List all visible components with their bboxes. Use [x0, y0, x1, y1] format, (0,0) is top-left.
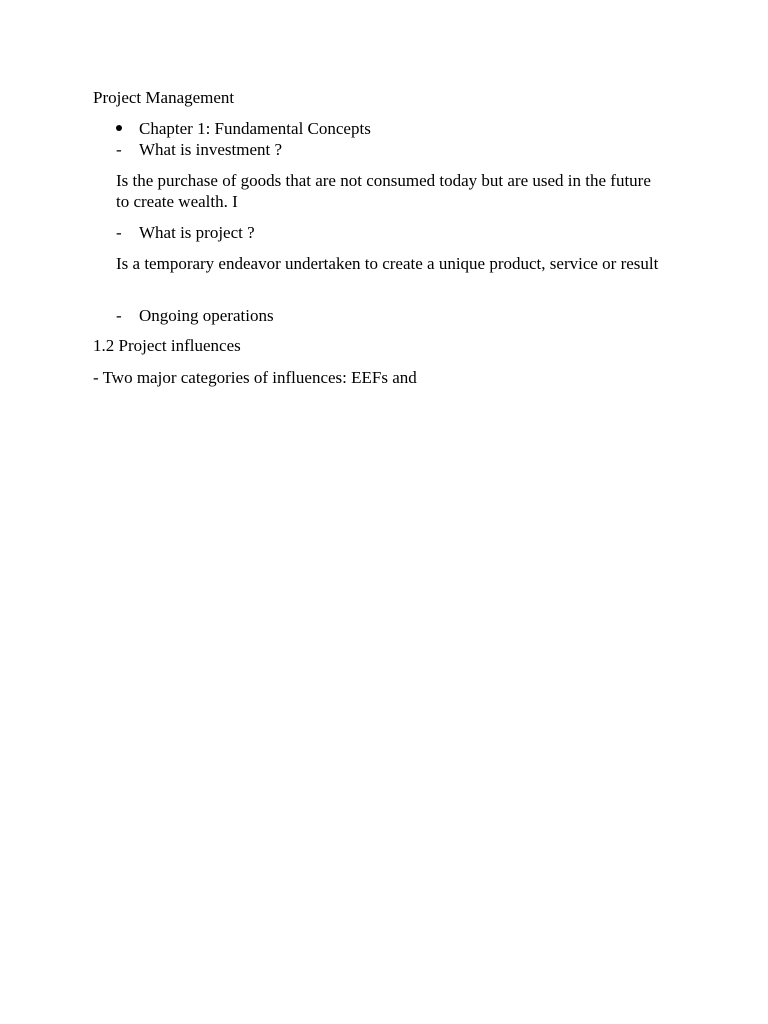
dash-marker: - [116, 223, 122, 242]
section-heading: 1.2 Project influences [93, 336, 241, 355]
question-project: What is project ? [139, 223, 255, 242]
section-text: - Two major categories of influences: EEFs and [93, 368, 417, 387]
dash-marker: - [116, 306, 122, 325]
bullet-icon [116, 125, 122, 131]
chapter-item: Chapter 1: Fundamental Concepts [139, 119, 371, 138]
dash-marker: - [116, 140, 122, 159]
question-investment: What is investment ? [139, 140, 283, 159]
answer-investment: Is the purchase of goods that are not consumed today but are used in the future to create wealth. I [116, 171, 651, 211]
document-title: Project Management [93, 88, 235, 107]
ongoing-item: Ongoing operations [139, 306, 274, 325]
answer-project: Is a temporary endeavor undertaken to create a unique product, service or result [116, 254, 659, 273]
